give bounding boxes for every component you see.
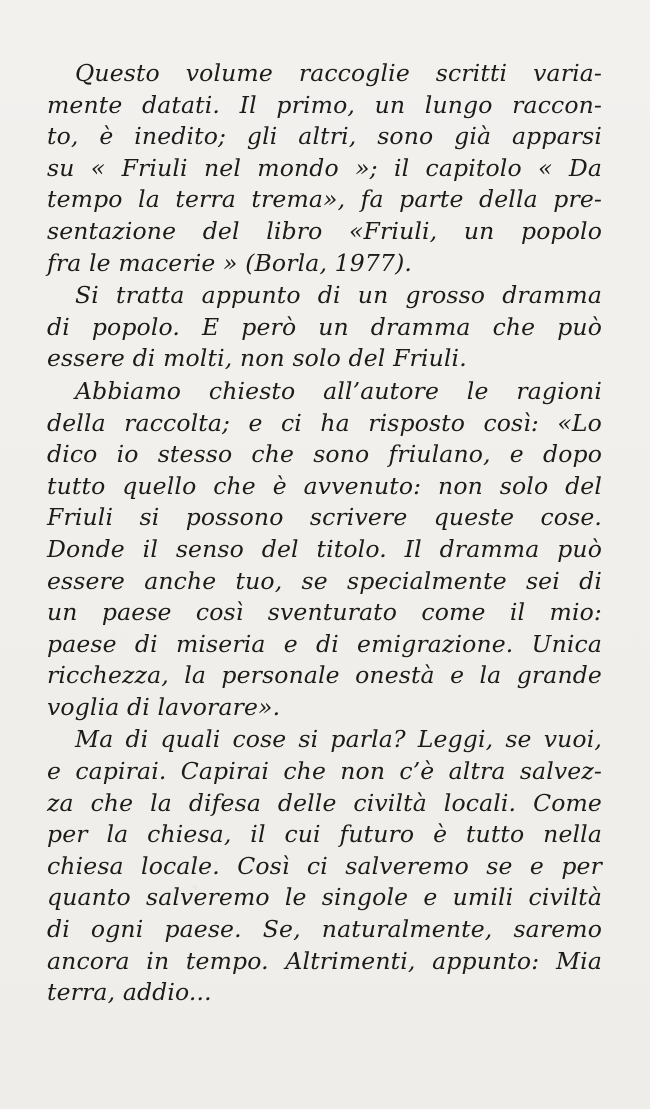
paragraph-line: tutto quello che è avvenuto: non solo del xyxy=(47,471,602,500)
paragraph-line: ricchezza, la personale onestà e la grande xyxy=(47,661,602,690)
paragraph-line: su « Friuli nel mondo »; il capitolo « Da xyxy=(47,153,602,182)
paragraph-line: dico io stesso che sono friulano, e dopo xyxy=(47,440,602,469)
paragraph-line: mente datati. Il primo, un lungo raccon- xyxy=(47,90,602,119)
paragraph-line: voglia di lavorare». xyxy=(47,692,281,721)
paragraph-line: fra le macerie » (Borla, 1977). xyxy=(47,248,413,277)
paragraph-line: essere anche tuo, se specialmente sei di xyxy=(47,566,602,595)
paragraph-line: Ma di quali cose si parla? Leggi, se vuoi, xyxy=(75,725,602,754)
paragraph-line: e capirai. Capirai che non c’è altra salvez- xyxy=(47,757,602,786)
paragraph-line: un paese così sventurato come il mio: xyxy=(47,598,602,627)
paragraph-line: della raccolta; e ci ha risposto così: «Lo xyxy=(47,408,602,437)
paragraph-line: za che la difesa delle civiltà locali. Come xyxy=(47,788,602,817)
paragraph-line: chiesa locale. Così ci salveremo se e per xyxy=(47,851,602,880)
paragraph-line: di ogni paese. Se, naturalmente, saremo xyxy=(47,915,602,944)
paragraph-line: Friuli si possono scrivere queste cose. xyxy=(47,503,602,532)
text-block xyxy=(47,58,602,1009)
paragraph-2 xyxy=(47,280,602,375)
paragraph-1 xyxy=(47,58,602,279)
paragraph-line: Si tratta appunto di un grosso dramma xyxy=(75,281,602,310)
paragraph-4 xyxy=(47,724,602,1008)
paragraph-line: terra, addio... xyxy=(47,978,212,1007)
paragraph-line: Donde il senso del titolo. Il dramma può xyxy=(47,534,602,563)
paragraph-line: sentazione del libro «Friuli, un popolo xyxy=(47,216,602,245)
paragraph-line: Questo volume raccoglie scritti varia- xyxy=(75,59,602,87)
paragraph-line: paese di miseria e di emigrazione. Unica xyxy=(47,629,602,658)
paragraph-3 xyxy=(47,376,602,724)
paragraph-line: essere di molti, non solo del Friuli. xyxy=(47,344,467,373)
paragraph-line: ancora in tempo. Altrimenti, appunto: Mia xyxy=(47,946,602,975)
paragraph-line: per la chiesa, il cui futuro è tutto nella xyxy=(47,820,602,849)
paragraph-line: to, è inedito; gli altri, sono già apparsi xyxy=(47,122,602,151)
paragraph-line: Abbiamo chiesto all’autore le ragioni xyxy=(75,376,602,405)
paragraph-line: di popolo. E però un dramma che può xyxy=(47,312,602,341)
paragraph-line: quanto salveremo le singole e umili civiltà xyxy=(47,883,602,912)
paragraph-line: tempo la terra trema», fa parte della pre- xyxy=(47,185,602,214)
